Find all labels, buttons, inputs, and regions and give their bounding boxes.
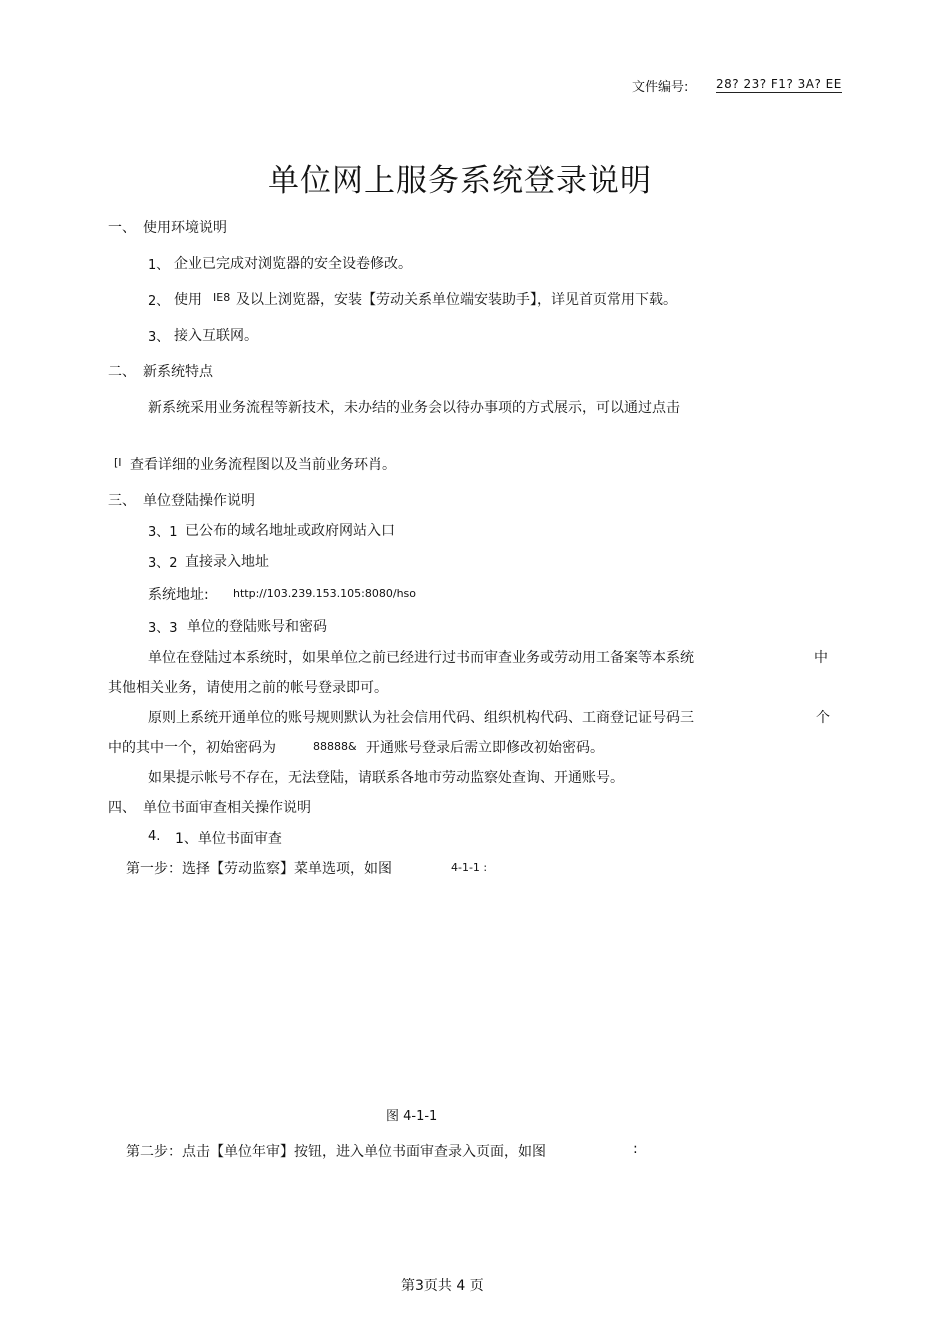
section-1-number: 一、	[108, 220, 136, 236]
subsection-4-1-text: 1、单位书面审查	[175, 831, 282, 847]
para-2-line-2-c: 开通账号登录后需立即修改初始密码。	[366, 740, 604, 756]
subsection-3-1-text: 已公布的域名地址或政府网站入口	[185, 523, 395, 539]
section-3-heading: 单位登陆操作说明	[143, 493, 255, 509]
inline-icon-placeholder: [I	[114, 456, 122, 469]
para-2-line-2-a: 中的其中一个，初始密码为	[108, 740, 276, 756]
section-1-heading: 使用环境说明	[143, 220, 227, 236]
section-2-heading: 新系统特点	[143, 364, 213, 380]
initial-password: 88888&	[313, 740, 357, 753]
para-2-line-1-tail: 个	[816, 710, 830, 726]
para-1-line-2: 其他相关业务，请使用之前的帐号登录即可。	[108, 680, 388, 696]
section-4-heading: 单位书面审查相关操作说明	[143, 800, 311, 816]
section-2-paragraph-line-1: 新系统采用业务流程等新技术，未办结的业务会以待办事项的方式展示，可以通过点击	[148, 400, 680, 416]
subsection-3-3-number: 3、3	[148, 621, 178, 636]
doc-number-value: 28? 23? F1? 3A? EE	[716, 77, 842, 91]
subsection-3-2-number: 3、2	[148, 556, 178, 571]
para-1-line-1-tail: 中	[814, 650, 828, 666]
item-2-ie8: IE8	[213, 291, 231, 304]
subsection-3-3-text: 单位的登陆账号和密码	[187, 619, 327, 635]
figure-caption: 图 4-1-1	[386, 1109, 438, 1124]
step-2-colon: :	[633, 1141, 638, 1157]
section-4-number: 四、	[108, 800, 136, 816]
item-2-number: 2、	[148, 294, 170, 309]
item-1-number: 1、	[148, 258, 170, 273]
para-3: 如果提示帐号不存在，无法登陆，请联系各地市劳动监察处查询、开通账号。	[148, 770, 624, 786]
subsection-4-1-number: 4.	[148, 829, 161, 844]
system-address-url: http://103.239.153.105:8080/hso	[233, 587, 417, 600]
item-1-text: 企业已完成对浏览器的安全设卷修改。	[174, 256, 412, 272]
system-address-label: 系统地址:	[148, 587, 209, 603]
step-2-text: 第二步：点击【单位年审】按钮，进入单位书面审查录入页面，如图	[126, 1144, 546, 1160]
para-1-line-1: 单位在登陆过本系统时，如果单位之前已经进行过书而审查业务或劳动用工备案等本系统	[148, 650, 694, 666]
subsection-3-1-number: 3、1	[148, 525, 178, 540]
step-1-text: 第一步：选择【劳动监察】菜单选项，如图	[126, 861, 392, 877]
doc-number-label: 文件编号:	[632, 80, 689, 95]
page-footer: 第3页共 4 页	[401, 1278, 484, 1294]
subsection-3-2-text: 直接录入地址	[185, 554, 269, 570]
section-3-number: 三、	[108, 493, 136, 509]
item-2-text-c: 及以上浏览器，安装【劳动关系单位端安装助手】，详见首页常用下载。	[236, 292, 677, 308]
item-3-number: 3、	[148, 330, 170, 345]
page-title: 单位网上服务系统登录说明	[268, 163, 652, 199]
item-3-text: 接入互联网。	[174, 328, 258, 344]
step-1-figure-ref: 4-1-1 :	[451, 861, 488, 874]
section-2-number: 二、	[108, 364, 136, 380]
para-2-line-1: 原则上系统开通单位的账号规则默认为社会信用代码、组织机构代码、工商登记证号码三	[148, 710, 694, 726]
section-2-paragraph-line-2: 查看详细的业务流程图以及当前业务环肖。	[130, 457, 396, 473]
item-2-text-a: 使用	[174, 292, 202, 308]
